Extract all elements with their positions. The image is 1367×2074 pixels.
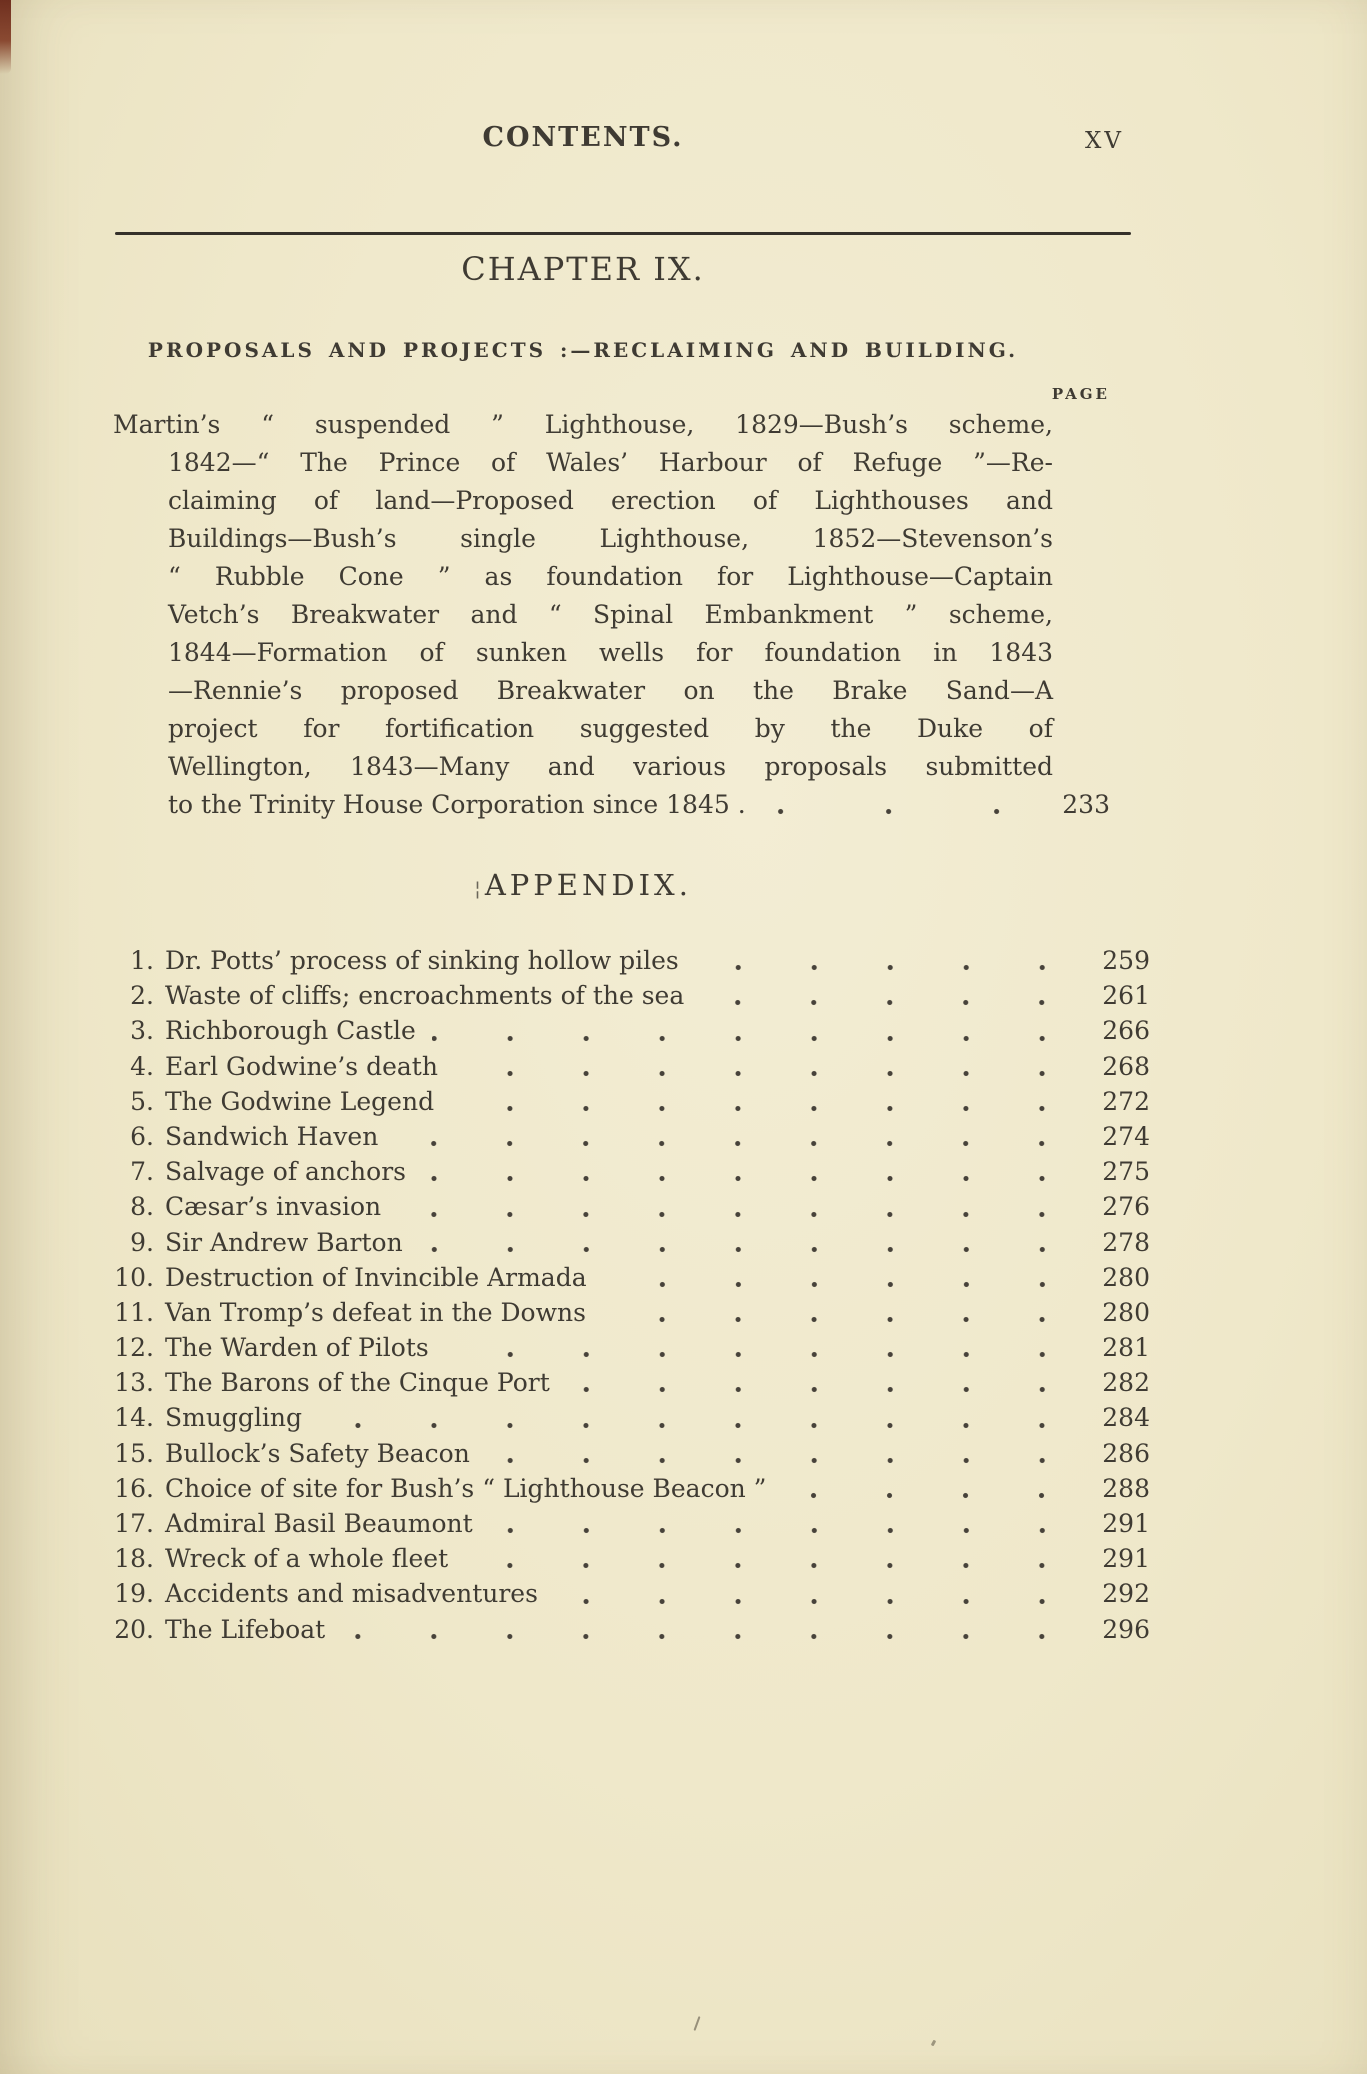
summary-last-line-text: to the Trinity House Corporation since 1845 . [168,790,746,819]
toc-row [113,1368,1150,1403]
toc-row [113,981,1150,1016]
summary-line: Wellington, 1843—Many and various proposals submitted [168,752,1053,781]
toc-row [113,1403,1150,1438]
summary-last-line [168,786,1110,824]
toc-row [113,1579,1150,1614]
appendix-list [113,946,1150,1650]
summary-line: Vetch’s Breakwater and “ Spinal Embankment ” scheme, [168,600,1053,629]
summary-line: project for fortification suggested by the Duke of [168,714,1053,743]
dot-leader [554,1579,1084,1614]
item-page-number: 261 [1102,981,1150,1011]
item-title: Bullock’s Safety Beacon [165,1438,470,1468]
item-page-number: 291 [1102,1509,1150,1538]
item-number: 19. [114,1579,154,1609]
item-title: Wreck of a whole fleet [165,1544,449,1574]
dot-leader [450,1087,1084,1122]
dot-leader [464,1544,1084,1579]
item-page-number: 272 [1102,1086,1150,1116]
item-page-number: 292 [1102,1579,1150,1609]
item-number: 20. [114,1614,154,1644]
toc-row [113,1263,1150,1298]
running-head-title: CONTENTS. [482,122,684,153]
chapter-subheading: PROPOSALS AND PROJECTS :—RECLAIMING AND BUILDING. [147,338,1019,362]
chapter-summary [113,406,1053,786]
dot-leader [318,1403,1084,1438]
page-folio-number: XV [1085,128,1124,154]
summary-line: 1844—Formation of sunken wells for foundation in 1843 [168,638,1053,667]
dot-leader [341,1615,1084,1650]
item-number: 6. [130,1121,154,1151]
item-number: 15. [114,1438,154,1468]
item-number: 4. [130,1051,154,1081]
item-number: 18. [114,1544,154,1574]
dot-leader [762,786,1057,824]
summary-line: “ Rubble Cone ” as foundation for Lighthouse—Captain [168,562,1053,591]
item-page-number: 288 [1102,1473,1150,1503]
summary-line: —Rennie’s proposed Breakwater on the Brake Sand—A [168,676,1053,705]
summary-line: 1842—“ The Prince of Wales’ Harbour of Refuge ”—Re- [168,448,1053,477]
ink-blemish-dot [931,2040,936,2047]
summary-line: Buildings—Bush’s single Lighthouse, 1852—Stevenson’s [168,524,1053,553]
item-number: 5. [130,1086,154,1116]
item-title: Accidents and misadventures [165,1579,538,1609]
item-page-number: 281 [1102,1333,1150,1363]
toc-row [113,1439,1150,1474]
dot-leader [397,1192,1084,1227]
item-page-number: 278 [1102,1227,1150,1257]
item-title: Destruction of Invincible Armada [165,1262,587,1292]
chapter-page-number: 233 [1062,790,1110,819]
item-number: 1. [130,946,154,975]
item-number: 16. [114,1473,154,1503]
item-page-number: 286 [1102,1438,1150,1468]
header-rule [115,232,1131,235]
toc-row [113,1228,1150,1263]
item-title: Smuggling [165,1403,303,1433]
toc-row [113,1016,1150,1051]
dot-leader [700,981,1084,1016]
dot-leader [454,1052,1084,1087]
dot-leader [602,1298,1084,1333]
item-title: The Barons of the Cinque Port [165,1368,550,1398]
dot-leader [489,1509,1084,1544]
item-page-number: 266 [1102,1016,1150,1046]
page-column-label: PAGE [1051,385,1110,403]
toc-row [113,1474,1150,1509]
dot-leader [566,1368,1084,1403]
item-title: The Godwine Legend [165,1086,435,1116]
item-page-number: 296 [1102,1614,1150,1644]
toc-row [113,1122,1150,1157]
item-number: 3. [130,1016,154,1046]
item-page-number: 259 [1102,946,1150,975]
item-title: The Warden of Pilots [165,1333,429,1363]
item-title: Choice of site for Bush’s “ Lighthouse Beacon ” [165,1473,767,1503]
dot-leader [432,1016,1084,1051]
item-page-number: 280 [1102,1297,1150,1327]
toc-row [113,1615,1150,1650]
dot-leader [486,1439,1084,1474]
dot-leader [394,1122,1084,1157]
item-page-number: 282 [1102,1368,1150,1398]
item-title: Sir Andrew Barton [165,1227,403,1257]
toc-row [113,1298,1150,1333]
ink-blemish-slash [693,2016,700,2031]
item-number: 8. [130,1192,154,1222]
item-page-number: 274 [1102,1121,1150,1151]
item-title: Dr. Potts’ process of sinking hollow piles [165,946,679,975]
item-title: Salvage of anchors [165,1157,406,1187]
item-number: 10. [114,1262,154,1292]
toc-row [113,1157,1150,1192]
item-number: 14. [114,1403,154,1433]
item-page-number: 275 [1102,1157,1150,1187]
item-title: Sandwich Haven [165,1121,379,1151]
toc-row [113,1509,1150,1544]
item-number: 7. [130,1157,154,1187]
summary-line: claiming of land—Proposed erection of Lighthouses and [168,486,1053,515]
item-number: 2. [130,981,154,1011]
item-page-number: 291 [1102,1544,1150,1574]
dot-leader [419,1228,1084,1263]
toc-row [113,946,1150,981]
toc-row [113,1192,1150,1227]
appendix-heading [113,868,1053,902]
item-number: 17. [114,1509,154,1538]
dot-leader [422,1157,1084,1192]
item-number: 13. [114,1368,154,1398]
toc-row [113,1052,1150,1087]
page-edge-binding-mark [0,0,11,74]
item-number: 11. [114,1297,154,1327]
item-title: Richborough Castle [165,1016,416,1046]
appendix-heading-text: APPENDIX. [484,868,692,902]
item-page-number: 276 [1102,1192,1150,1222]
dot-leader [603,1263,1084,1298]
item-title: The Lifeboat [165,1614,326,1644]
dot-leader [445,1333,1084,1368]
item-title: Cæsar’s invasion [165,1192,382,1222]
dot-leader [695,946,1084,981]
item-page-number: 284 [1102,1403,1150,1433]
item-page-number: 280 [1102,1262,1150,1292]
toc-row [113,1544,1150,1579]
item-title: Earl Godwine’s death [165,1051,438,1081]
item-number: 9. [130,1227,154,1257]
stray-ink-mark: ¦ [474,876,481,900]
toc-row [113,1087,1150,1122]
dot-leader [782,1474,1084,1509]
item-title: Admiral Basil Beaumont [165,1509,473,1538]
item-page-number: 268 [1102,1051,1150,1081]
chapter-heading: CHAPTER IX. [461,250,705,288]
item-title: Van Tromp’s defeat in the Downs [165,1297,586,1327]
toc-row [113,1333,1150,1368]
summary-line: Martin’s “ suspended ” Lighthouse, 1829—Bush’s scheme, [113,410,1053,439]
item-title: Waste of cliffs; encroachments of the sea [165,981,685,1011]
item-number: 12. [114,1333,154,1363]
